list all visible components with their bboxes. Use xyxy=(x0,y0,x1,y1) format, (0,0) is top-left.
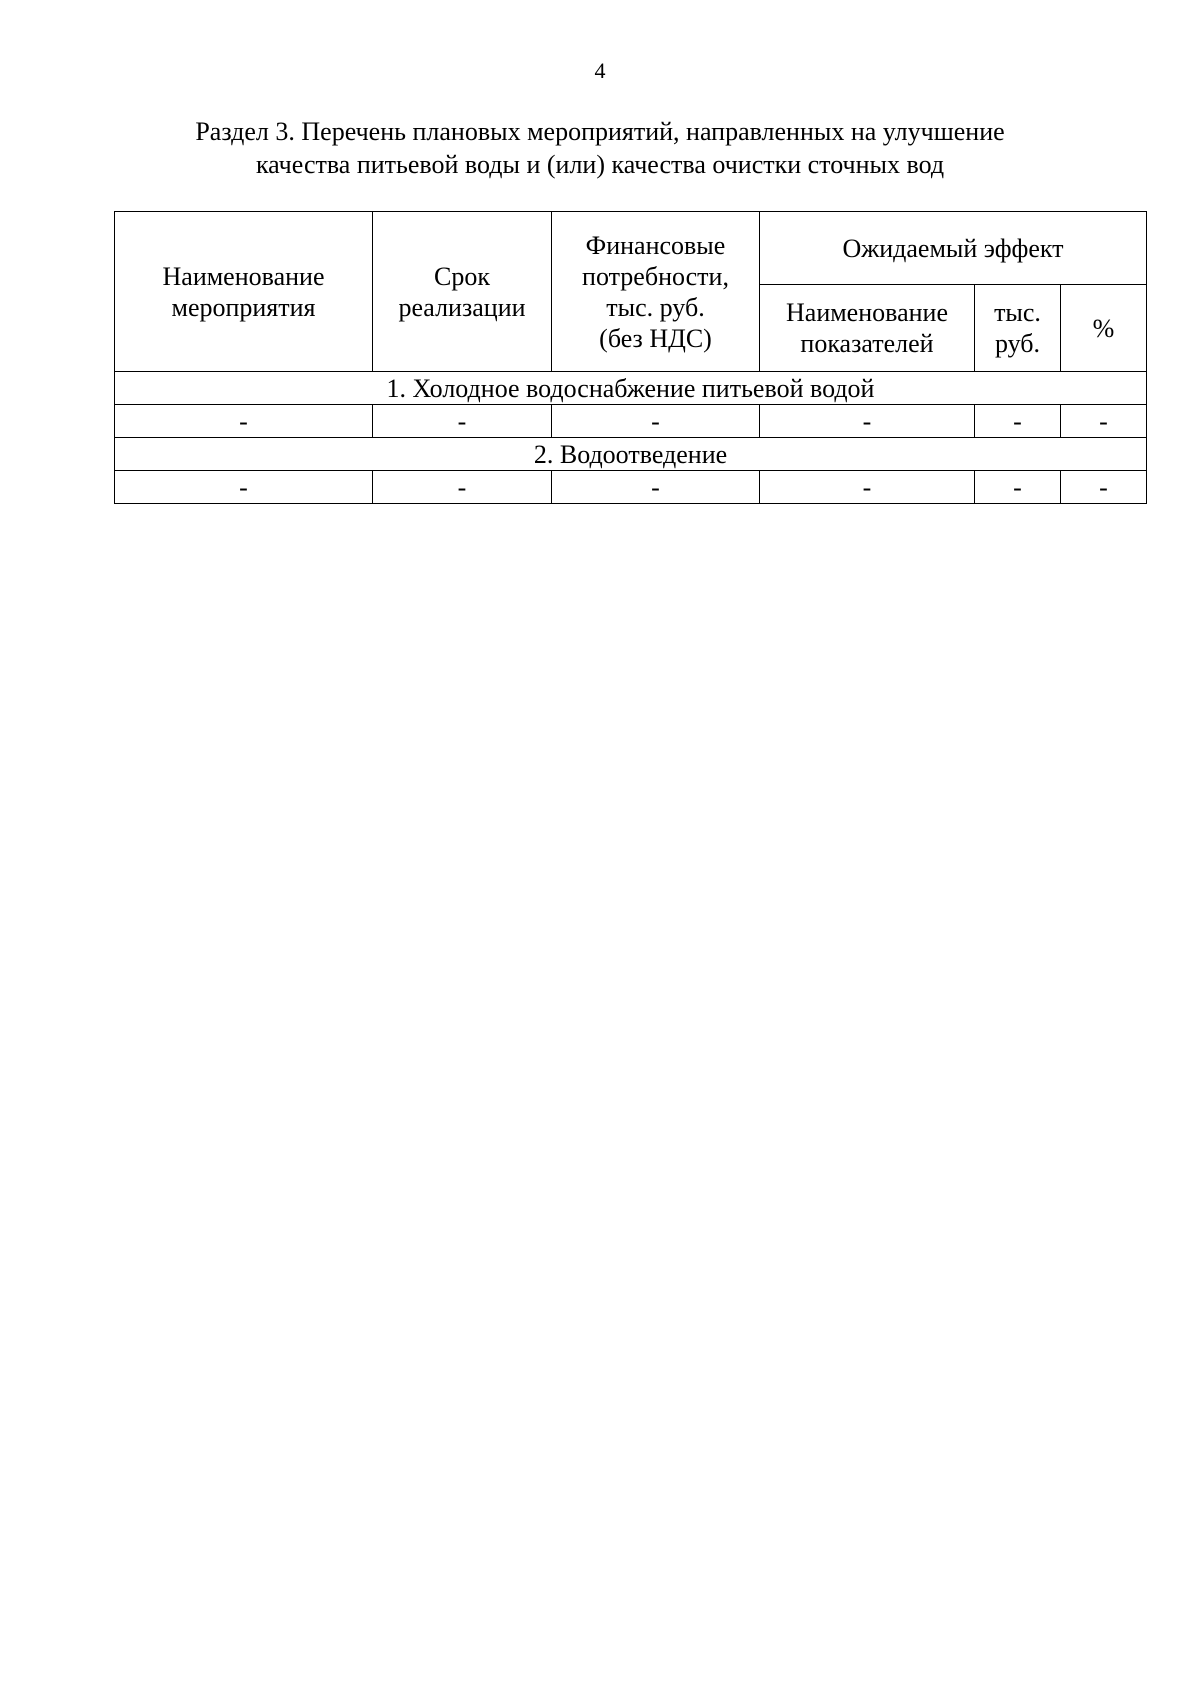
section-title-line-2: качества питьевой воды и (или) качества очистки сточных вод xyxy=(255,150,945,179)
section-row-water-supply xyxy=(115,372,1147,405)
table-cell: - xyxy=(1061,405,1147,438)
table-row xyxy=(115,405,1147,438)
header-thousand-rub: тыс. руб. xyxy=(975,285,1061,372)
header-financial-needs: Финансовые потребности, тыс. руб. (без НДС) xyxy=(552,212,760,372)
plan-table xyxy=(114,211,1147,504)
page-number: 4 xyxy=(594,58,606,83)
table-row xyxy=(115,471,1147,504)
table-cell: - xyxy=(115,405,373,438)
table-cell: - xyxy=(552,405,760,438)
table-cell: - xyxy=(552,471,760,504)
header-event-name: Наименование мероприятия xyxy=(115,212,373,372)
table-cell: - xyxy=(975,405,1061,438)
section-title-cell: 1. Холодное водоснабжение питьевой водой xyxy=(115,372,1147,405)
table-cell: - xyxy=(975,471,1061,504)
header-row-top xyxy=(115,212,1147,285)
table-cell: - xyxy=(1061,471,1147,504)
section-title-line-1: Раздел 3. Перечень плановых мероприятий, направленных на улучшение xyxy=(195,117,1005,146)
section-row-drainage xyxy=(115,438,1147,471)
header-expected-effect: Ожидаемый эффект xyxy=(760,212,1147,285)
table-cell: - xyxy=(373,471,552,504)
section-title xyxy=(100,115,1100,181)
header-percent: % xyxy=(1061,285,1147,372)
table-cell: - xyxy=(760,405,975,438)
table-cell: - xyxy=(373,405,552,438)
table-cell: - xyxy=(760,471,975,504)
header-term: Срок реализации xyxy=(373,212,552,372)
section-title-cell: 2. Водоотведение xyxy=(115,438,1147,471)
header-indicators-name: Наименование показателей xyxy=(760,285,975,372)
table-cell: - xyxy=(115,471,373,504)
